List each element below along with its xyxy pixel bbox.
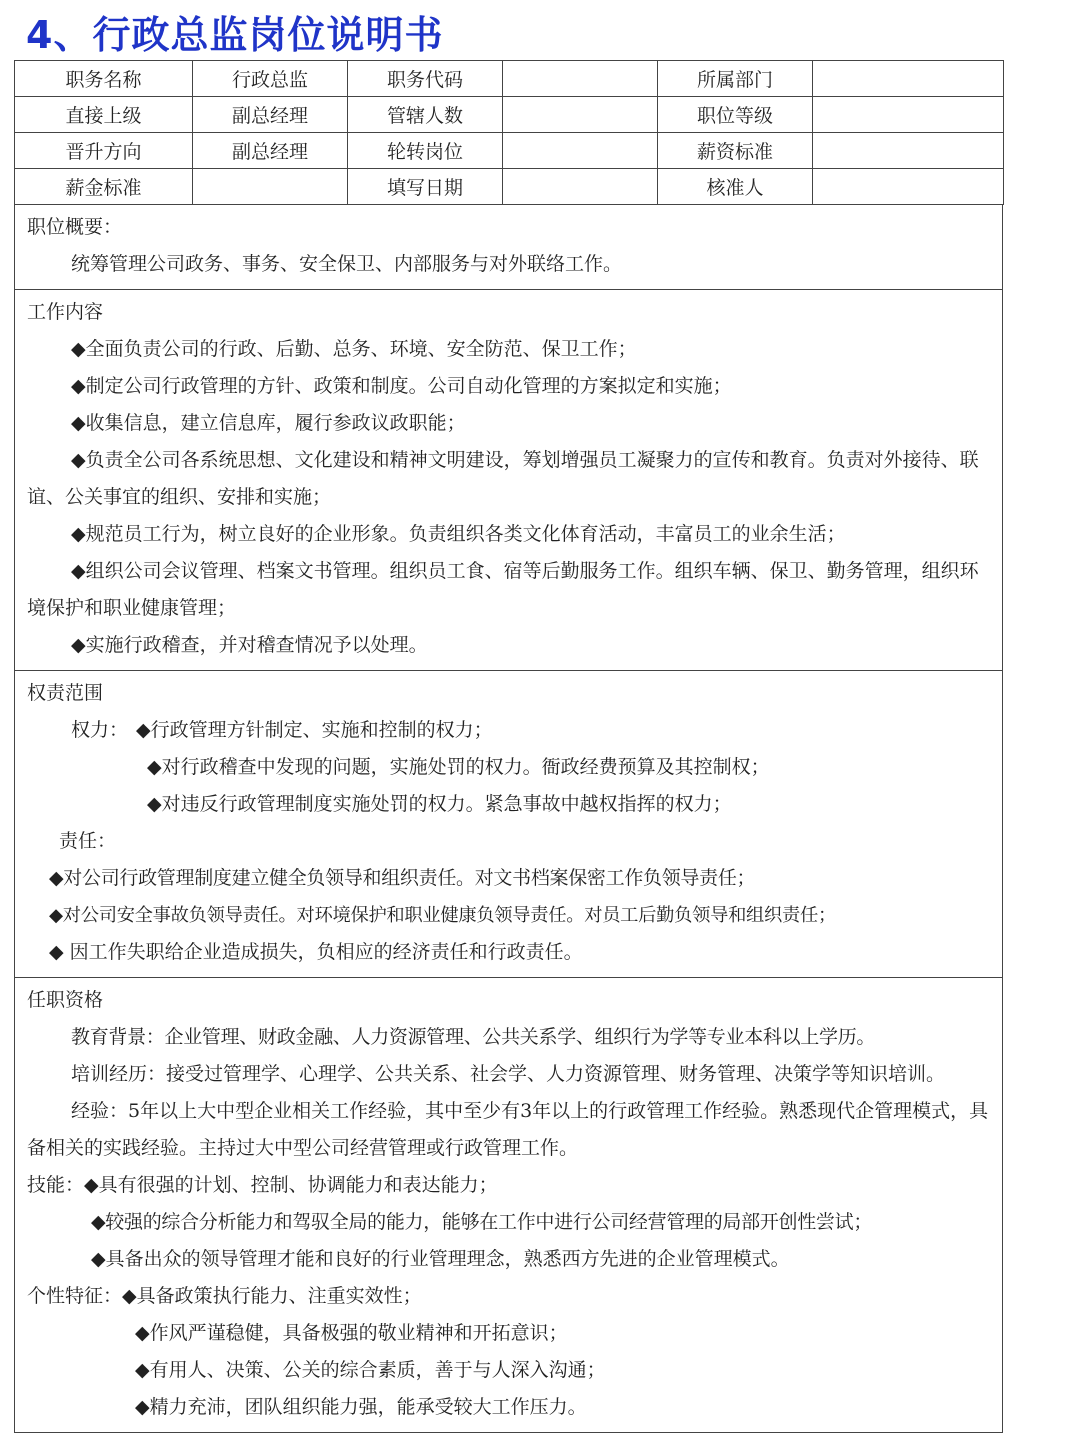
meta-value-cell: 副总经理 xyxy=(193,97,348,133)
overview-text: 统筹管理公司政务、事务、安全保卫、内部服务与对外联络工作。 xyxy=(71,253,623,275)
meta-row xyxy=(15,169,1004,205)
meta-row xyxy=(15,97,1004,133)
work-item: ◆负责全公司各系统思想、文化建设和精神文明建设，筹划增强员工凝聚力的宣传和教育。负责对外接待、联谊、公关事宜的组织、安排和实施； xyxy=(27,449,979,508)
meta-value-cell: 行政总监 xyxy=(193,61,348,97)
trait-item: ◆作风严谨稳健，具备极强的敬业精神和开拓意识； xyxy=(135,1322,568,1344)
section-heading: 权责范围 xyxy=(27,682,104,704)
meta-label-cell: 所属部门 xyxy=(658,61,813,97)
overview-section xyxy=(14,205,1003,290)
meta-label-cell: 晋升方向 xyxy=(15,133,193,169)
trait-label: 个性特征： xyxy=(27,1285,123,1307)
duty-label: 责任： xyxy=(59,830,117,852)
trait-item: ◆精力充沛，团队组织能力强，能承受较大工作压力。 xyxy=(135,1396,587,1418)
meta-label-cell: 职位等级 xyxy=(658,97,813,133)
meta-label-cell: 薪资标准 xyxy=(658,133,813,169)
section-heading: 工作内容 xyxy=(27,301,104,323)
trait-first-line xyxy=(27,1278,992,1315)
meta-label-cell: 直接上级 xyxy=(15,97,193,133)
meta-value-cell xyxy=(503,133,658,169)
work-item: ◆收集信息，建立信息库，履行参政议政职能； xyxy=(71,412,466,434)
work-item: ◆组织公司会议管理、档案文书管理。组织员工食、宿等后勤服务工作。组织车辆、保卫、勤务管理，组织环境保护和职业健康管理； xyxy=(27,560,979,619)
power-label: 权力： xyxy=(71,719,129,741)
meta-value-cell xyxy=(813,97,1004,133)
job-description-sheet xyxy=(14,60,1003,1433)
work-item: ◆全面负责公司的行政、后勤、总务、环境、安全防范、保卫工作； xyxy=(71,338,637,360)
authority-section xyxy=(14,671,1003,978)
meta-table xyxy=(14,60,1004,205)
meta-row xyxy=(15,61,1004,97)
trait-item: ◆具备政策执行能力、注重实效性； xyxy=(122,1285,422,1307)
power-item: ◆行政管理方针制定、实施和控制的权力； xyxy=(136,719,493,741)
meta-value-cell xyxy=(813,133,1004,169)
trait-item: ◆有用人、决策、公关的综合素质，善于与人深入沟通； xyxy=(135,1359,606,1381)
meta-value-cell xyxy=(193,169,348,205)
education-text: 教育背景：企业管理、财政金融、人力资源管理、公共关系学、组织行为学等专业本科以上学历。 xyxy=(71,1026,876,1048)
meta-label-cell: 薪金标准 xyxy=(15,169,193,205)
section-heading: 任职资格 xyxy=(27,989,104,1011)
work-section xyxy=(14,290,1003,671)
meta-value-cell xyxy=(813,169,1004,205)
power-item: ◆对行政稽查中发现的问题，实施处罚的权力。衙政经费预算及其控制权； xyxy=(147,756,770,778)
work-item: ◆实施行政稽查，并对稽查情况予以处理。 xyxy=(71,634,428,656)
meta-label-cell: 填写日期 xyxy=(348,169,503,205)
qualification-section xyxy=(14,978,1003,1433)
skill-first-line xyxy=(27,1167,992,1204)
meta-value-cell xyxy=(503,97,658,133)
skill-item: ◆具备出众的领导管理才能和良好的行业管理理念，熟悉西方先进的企业管理模式。 xyxy=(91,1248,790,1270)
meta-label-cell: 管辖人数 xyxy=(348,97,503,133)
duty-item: ◆对公司行政管理制度建立健全负领导和组织责任。对文书档案保密工作负领导责任； xyxy=(49,867,756,889)
skill-item: ◆具有很强的计划、控制、协调能力和表达能力； xyxy=(84,1174,498,1196)
duty-item: ◆ 因工作失职给企业造成损失，负相应的经济责任和行政责任。 xyxy=(49,941,583,963)
meta-label-cell: 职务名称 xyxy=(15,61,193,97)
meta-value-cell xyxy=(813,61,1004,97)
work-item: ◆制定公司行政管理的方针、政策和制度。公司自动化管理的方案拟定和实施； xyxy=(71,375,732,397)
meta-label-cell: 核准人 xyxy=(658,169,813,205)
meta-label-cell: 职务代码 xyxy=(348,61,503,97)
duty-item: ◆对公司安全事故负领导责任。对环境保护和职业健康负领导责任。对员工后勤负领导和组织责任； xyxy=(49,905,836,926)
training-text: 培训经历：接受过管理学、心理学、公共关系、社会学、人力资源管理、财务管理、决策学等知识培训。 xyxy=(71,1063,946,1085)
meta-value-cell xyxy=(503,61,658,97)
section-heading: 职位概要： xyxy=(27,216,123,238)
meta-row xyxy=(15,133,1004,169)
meta-value-cell xyxy=(503,169,658,205)
power-first-line xyxy=(27,712,992,749)
skill-label: 技能： xyxy=(27,1174,85,1196)
work-item: ◆规范员工行为，树立良好的企业形象。负责组织各类文化体育活动，丰富员工的业余生活； xyxy=(71,523,846,545)
power-item: ◆对违反行政管理制度实施处罚的权力。紧急事故中越权指挥的权力； xyxy=(147,793,732,815)
experience-text: 经验：5年以上大中型企业相关工作经验，其中至少有3年以上的行政管理工作经验。熟悉现代企管理模式，具备相关的实践经验。主持过大中型公司经营管理或行政管理工作。 xyxy=(27,1100,989,1159)
document-title: 4、行政总监岗位说明书 xyxy=(26,13,444,57)
meta-value-cell: 副总经理 xyxy=(193,133,348,169)
meta-label-cell: 轮转岗位 xyxy=(348,133,503,169)
skill-item: ◆较强的综合分析能力和驾驭全局的能力，能够在工作中进行公司经营管理的局部开创性尝试； xyxy=(91,1211,873,1233)
